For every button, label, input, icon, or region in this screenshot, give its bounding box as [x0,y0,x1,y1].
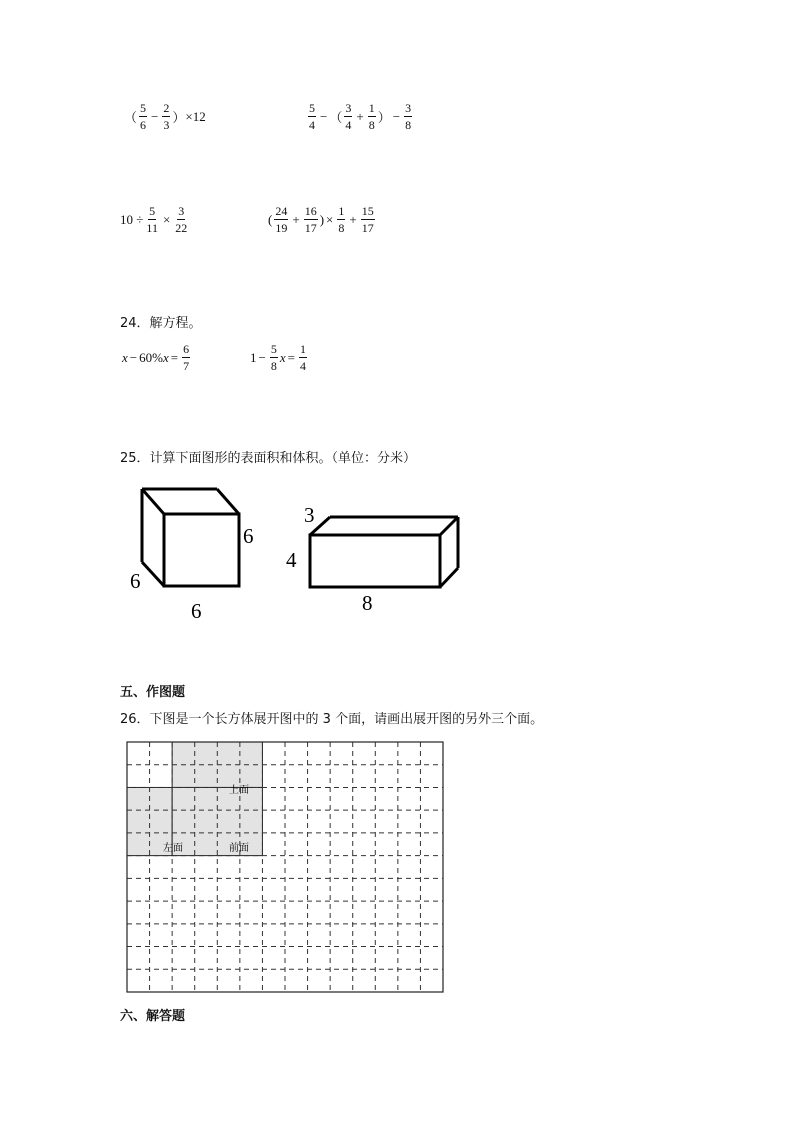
cube-label-right: 6 [243,524,254,548]
operator: + [349,211,357,227]
operator: − [392,108,401,124]
fraction: $\frac{24}{19}$ [275,204,288,235]
fraction: $\frac{5}{8}$ [270,342,277,373]
cube-edge [142,489,164,514]
paren-open: （ [124,110,138,125]
equals: = [170,349,179,365]
cuboid-label-top: 3 [304,503,315,527]
face-label-top: 上面 [229,785,249,796]
paren-close: ） [377,110,391,125]
face-label-left: 左面 [163,843,183,854]
operator: − [258,349,266,365]
fraction: $\frac{5}{4}$ [309,101,315,132]
expression-tail: ×12 [185,108,206,124]
expression-lead: 10 ÷ [120,211,144,227]
cube-edge [142,562,164,586]
paren-close: ) [319,211,325,227]
operator: − [151,108,159,124]
section-6-heading: 六、解答题 [120,1009,186,1024]
operator: × [162,211,171,227]
fraction: $\frac{6}{7}$ [183,342,190,373]
fraction: $\frac{5}{6}$ [140,101,147,132]
fraction: $\frac{5}{11}$ [146,204,158,235]
variable: x [162,349,169,365]
operator: + [292,211,300,227]
cuboid-edge [440,568,458,587]
cube-label-bottom: 6 [191,599,202,623]
variable: x [279,349,286,365]
cube-label-left: 6 [130,569,141,593]
cuboid-label-bottom: 8 [362,591,373,615]
fraction: $\frac{3}{8}$ [405,101,412,132]
fraction: $\frac{1}{8}$ [368,101,375,132]
number: 1 [250,349,257,365]
paren-open: （ [329,110,343,125]
equals: = [287,349,295,365]
fraction: $\frac{16}{17}$ [304,204,317,235]
cuboid [310,517,458,587]
operator: + [356,108,364,124]
fraction: $\frac{1}{4}$ [299,342,306,373]
question-24-label: 24．解方程。 [120,316,202,331]
variable: x [122,349,128,365]
fraction: $\frac{15}{17}$ [361,204,374,235]
section-5-heading: 五、作图题 [120,685,186,700]
operator: − [129,349,138,365]
operator: × [326,211,334,227]
face-label-front: 前面 [229,843,249,854]
cube-edge [217,489,239,514]
cube-front-face [164,514,239,586]
paren-close: ） [172,110,186,125]
net-grid [125,740,447,996]
operator: − [320,108,328,124]
cuboid-label-left: 4 [286,548,297,572]
fraction: $\frac{1}{8}$ [338,204,345,235]
fraction: $\frac{3}{22}$ [175,204,188,235]
paren-open: ( [268,211,273,227]
fraction: $\frac{2}{3}$ [163,101,170,132]
question-25-label: 25．计算下面图形的表面积和体积。（单位：分米） [120,451,417,466]
question-26-label: 26．下图是一个长方体展开图中的 3 个面，请画出展开图的另外三个面。 [120,712,544,727]
cube [142,489,239,586]
cuboid-front-face [310,535,440,587]
cuboid-edge [440,517,458,535]
percent: 60% [139,349,163,365]
fraction: $\frac{3}{4}$ [345,101,352,132]
